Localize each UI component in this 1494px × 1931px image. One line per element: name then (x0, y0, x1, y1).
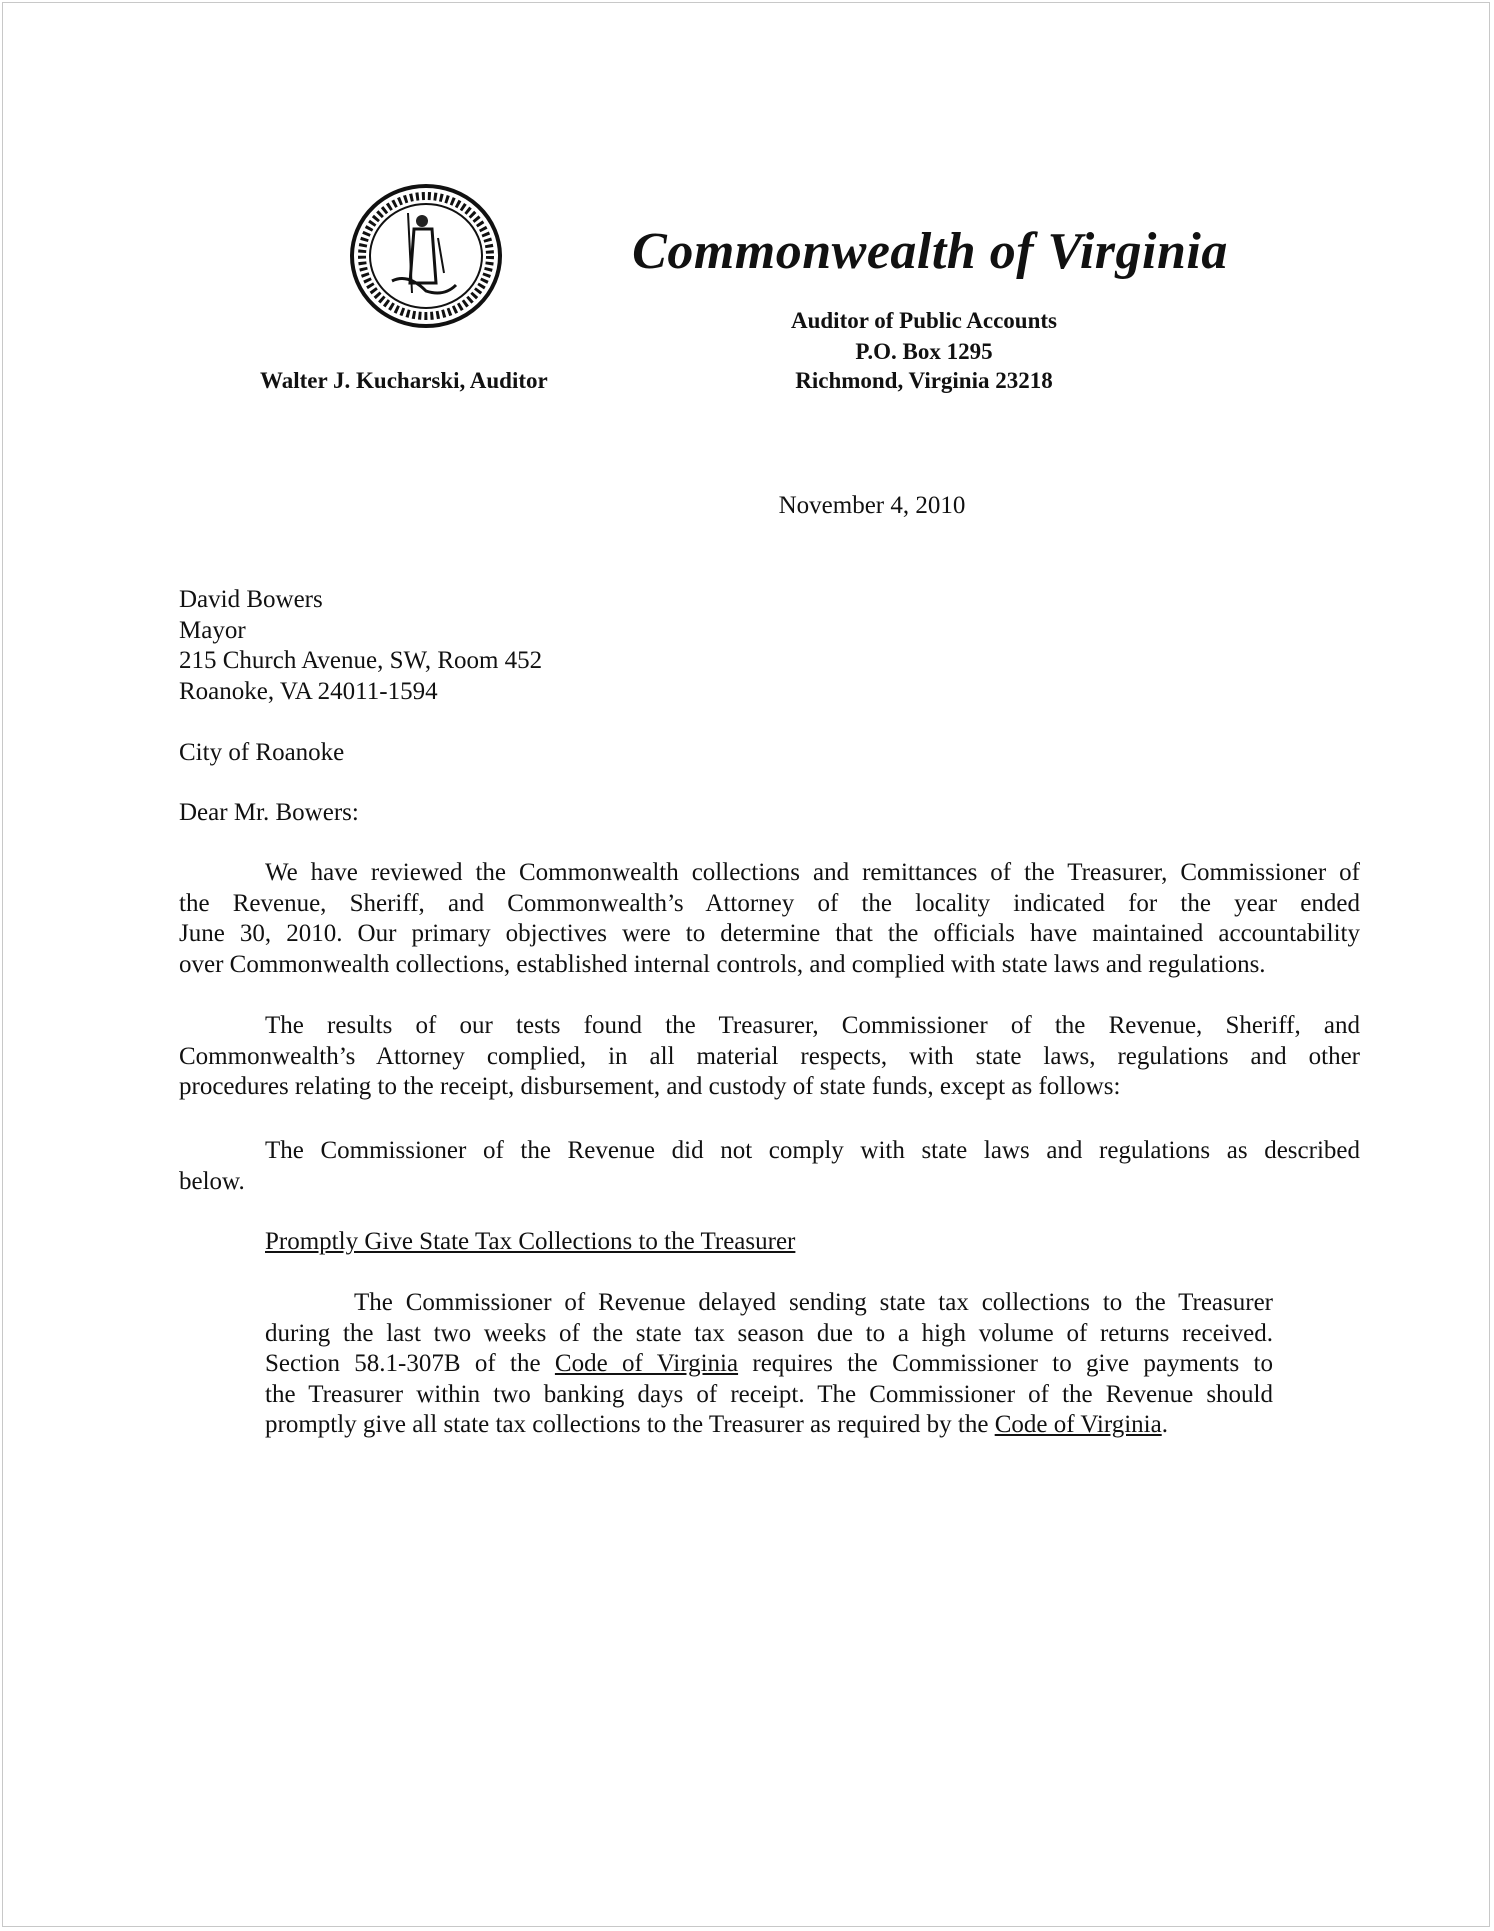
text-line: procedures relating to the receipt, disbursement, and custody of state funds, except as follows: (179, 1073, 1121, 1100)
text-line: June 30, 2010. Our primary objectives were to determine that the officials have maintained accountability (179, 920, 1360, 947)
text-segment: . (1161, 1411, 1168, 1438)
recipient-city: Roanoke, VA 24011-1594 (179, 677, 438, 705)
text-line (265, 1410, 1273, 1441)
recipient-address (179, 585, 542, 707)
recipient-name: David Bowers (179, 586, 323, 613)
text-line: The Commissioner of the Revenue did not comply with state laws and regulations as described (265, 1137, 1360, 1164)
paragraph-3 (179, 1136, 1360, 1197)
locality: City of Roanoke (179, 739, 345, 766)
office-name: Auditor of Public Accounts (790, 308, 1058, 333)
paragraph-1 (179, 858, 1360, 980)
office-city: Richmond, Virginia 23218 (795, 368, 1053, 393)
text-segment: Section 58.1-307B of the (265, 1350, 555, 1377)
salutation: Dear Mr. Bowers: (179, 799, 359, 826)
text-line: We have reviewed the Commonwealth collections and remittances of the Treasurer, Commissioner of (265, 859, 1360, 886)
text-line: The Commissioner of Revenue delayed sending state tax collections to the Treasurer (354, 1289, 1273, 1316)
paragraph-2 (179, 1011, 1360, 1103)
recipient-title: Mayor (179, 616, 246, 644)
po-box: P.O. Box 1295 (855, 339, 993, 364)
text-line: the Revenue, Sheriff, and Commonwealth’s Attorney of the locality indicated for the year ended (179, 889, 1360, 917)
finding-heading: Promptly Give State Tax Collections to the Treasurer (265, 1228, 796, 1255)
text-line: during the last two weeks of the state tax season due to a high volume of returns received. (265, 1319, 1273, 1347)
text-line: the Treasurer within two banking days of receipt. The Commissioner of the Revenue should (265, 1380, 1273, 1408)
text-segment: promptly give all state tax collections to the Treasurer as required by the (265, 1411, 995, 1438)
text-line: over Commonwealth collections, established internal controls, and complied with state laws and regulations. (179, 950, 1266, 978)
code-of-virginia-reference: Code of Virginia (554, 1350, 739, 1377)
text-segment: requires the Commissioner to give payments to (738, 1350, 1273, 1377)
code-of-virginia-reference: Code of Virginia (994, 1411, 1162, 1438)
auditor-name: Walter J. Kucharski, Auditor (260, 368, 548, 393)
virginia-seal-logo (348, 183, 504, 329)
text-line (265, 1349, 1273, 1380)
letterhead-title: Commonwealth of Virginia (632, 223, 1228, 280)
text-line: below. (179, 1167, 245, 1195)
text-line: Commonwealth’s Attorney complied, in all material respects, with state laws, regulations and other (179, 1042, 1360, 1070)
text-line: The results of our tests found the Treasurer, Commissioner of the Revenue, Sheriff, and (265, 1012, 1360, 1039)
finding-paragraph (265, 1288, 1273, 1441)
letter-date: November 4, 2010 (778, 492, 966, 519)
recipient-street: 215 Church Avenue, SW, Room 452 (179, 647, 543, 674)
